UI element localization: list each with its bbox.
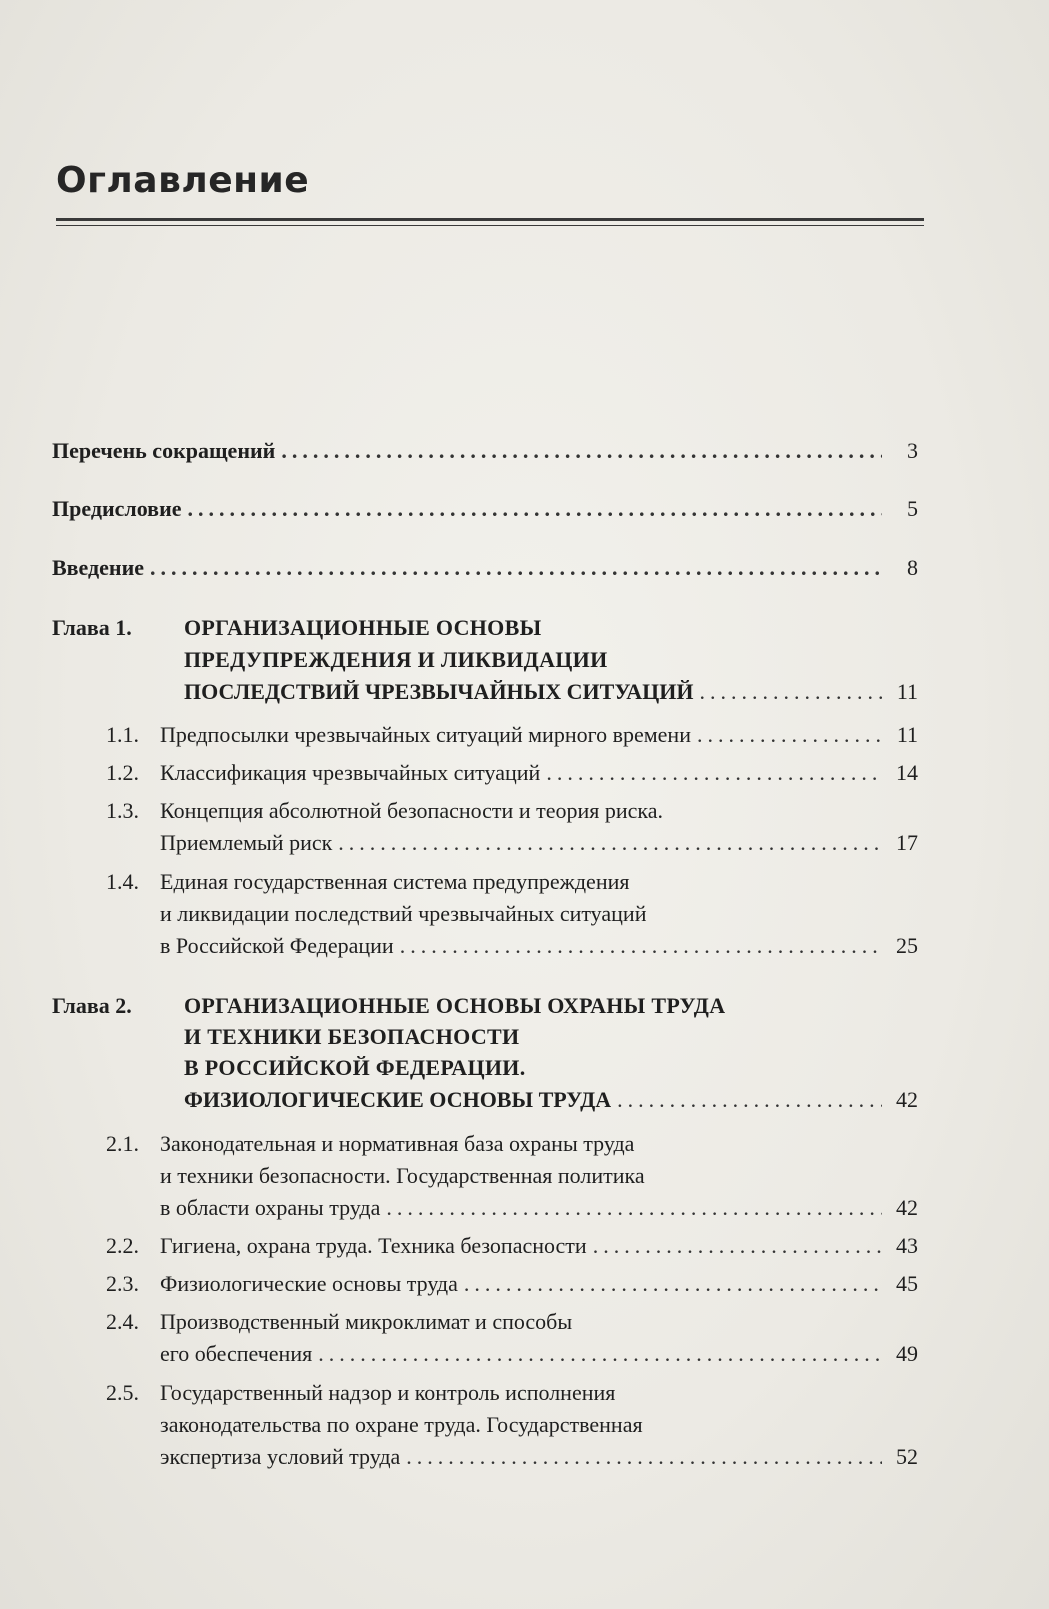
leader-dots	[406, 1441, 882, 1473]
chapter-2-title-final	[184, 1084, 918, 1116]
leader-dots	[593, 1230, 882, 1262]
toc-section-1-2	[160, 757, 918, 789]
toc-page-number: 52	[896, 1444, 918, 1469]
toc-section-2-5	[160, 1441, 918, 1473]
section-title: экспертиза условий труда	[160, 1444, 401, 1469]
chapter-1-label: Глава 1.	[52, 615, 132, 640]
toc-page-number: 42	[896, 1087, 918, 1112]
section-title: Гигиена, охрана труда. Техника безопасности	[160, 1233, 587, 1258]
section-title: Предпосылки чрезвычайных ситуаций мирного времени	[160, 722, 691, 747]
leader-dots	[617, 1084, 882, 1116]
leader-dots	[546, 757, 882, 789]
title-rule-thick	[56, 218, 924, 221]
leader-dots	[338, 827, 882, 859]
chapter-2-title-line: В РОССИЙСКОЙ ФЕДЕРАЦИИ.	[184, 1055, 526, 1080]
toc-page-number: 11	[896, 722, 918, 747]
section-title: в Российской Федерации	[160, 933, 394, 958]
toc-section-2-2	[160, 1230, 918, 1262]
section-title: Производственный микроклимат и способы	[160, 1309, 573, 1334]
toc-section-1-3	[160, 827, 918, 859]
toc-page-number: 42	[896, 1195, 918, 1220]
section-number: 1.3.	[106, 798, 139, 823]
toc-section-1-4	[160, 930, 918, 962]
title-rule-thin	[56, 225, 924, 226]
section-number: 1.1.	[106, 722, 139, 747]
chapter-1-title-final	[184, 676, 918, 708]
toc-entry-label: Предисловие	[52, 496, 182, 521]
toc-entry-preface	[52, 493, 918, 525]
section-title: Единая государственная система предупреждения	[160, 869, 630, 894]
toc-section-1-1	[160, 719, 918, 751]
toc-page-number: 8	[907, 555, 918, 580]
leader-dots	[318, 1338, 882, 1370]
section-title: Классификация чрезвычайных ситуаций	[160, 760, 541, 785]
section-number: 2.5.	[106, 1380, 139, 1405]
section-title: законодательства по охране труда. Государственная	[160, 1412, 643, 1437]
chapter-1-title-line: ПРЕДУПРЕЖДЕНИЯ И ЛИКВИДАЦИИ	[184, 647, 608, 672]
section-title: Физиологические основы труда	[160, 1271, 458, 1296]
leader-dots	[700, 676, 882, 708]
chapter-2-title-line: ФИЗИОЛОГИЧЕСКИЕ ОСНОВЫ ТРУДА	[184, 1087, 612, 1112]
section-number: 2.2.	[106, 1233, 139, 1258]
section-title: в области охраны труда	[160, 1195, 381, 1220]
section-title: и техники безопасности. Государственная политика	[160, 1163, 645, 1188]
chapter-2-title-line: ОРГАНИЗАЦИОННЫЕ ОСНОВЫ ОХРАНЫ ТРУДА	[184, 993, 726, 1018]
section-number: 1.4.	[106, 869, 139, 894]
toc-entry-introduction	[52, 552, 918, 584]
toc-entry-abbreviations	[52, 435, 918, 467]
toc-page-number: 43	[896, 1233, 918, 1258]
section-title: Приемлемый риск	[160, 830, 333, 855]
chapter-2-title-line: И ТЕХНИКИ БЕЗОПАСНОСТИ	[184, 1024, 520, 1049]
page-title: Оглавление	[56, 160, 310, 201]
chapter-2-label: Глава 2.	[52, 993, 132, 1018]
section-title: Законодательная и нормативная база охраны труда	[160, 1131, 635, 1156]
toc-page-number: 3	[907, 438, 918, 463]
section-title: Концепция абсолютной безопасности и теория риска.	[160, 798, 664, 823]
section-number: 2.1.	[106, 1131, 139, 1156]
chapter-1-title-line: ПОСЛЕДСТВИЙ ЧРЕЗВЫЧАЙНЫХ СИТУАЦИЙ	[184, 679, 694, 704]
section-title: Государственный надзор и контроль исполнения	[160, 1380, 616, 1405]
toc-section-2-1	[160, 1192, 918, 1224]
section-title: его обеспечения	[160, 1341, 313, 1366]
toc-section-2-4	[160, 1338, 918, 1370]
toc-entry-label: Перечень сокращений	[52, 438, 276, 463]
toc-page-number: 5	[907, 496, 918, 521]
chapter-1-title-line: ОРГАНИЗАЦИОННЫЕ ОСНОВЫ	[184, 615, 542, 640]
leader-dots	[386, 1192, 882, 1224]
leader-dots	[150, 552, 882, 584]
toc-page-number: 11	[896, 679, 918, 704]
toc-page-number: 17	[896, 830, 918, 855]
toc-page-number: 14	[896, 760, 918, 785]
leader-dots	[400, 930, 882, 962]
leader-dots	[281, 435, 882, 467]
toc-entry-label: Введение	[52, 555, 145, 580]
toc-page-number: 49	[896, 1341, 918, 1366]
toc-section-2-3	[160, 1268, 918, 1300]
section-number: 1.2.	[106, 760, 139, 785]
section-number: 2.4.	[106, 1309, 139, 1334]
leader-dots	[697, 719, 882, 751]
section-number: 2.3.	[106, 1271, 139, 1296]
leader-dots	[464, 1268, 882, 1300]
toc-page-number: 45	[896, 1271, 918, 1296]
toc-page-number: 25	[896, 933, 918, 958]
section-title: и ликвидации последствий чрезвычайных ситуаций	[160, 901, 647, 926]
leader-dots	[188, 493, 882, 525]
